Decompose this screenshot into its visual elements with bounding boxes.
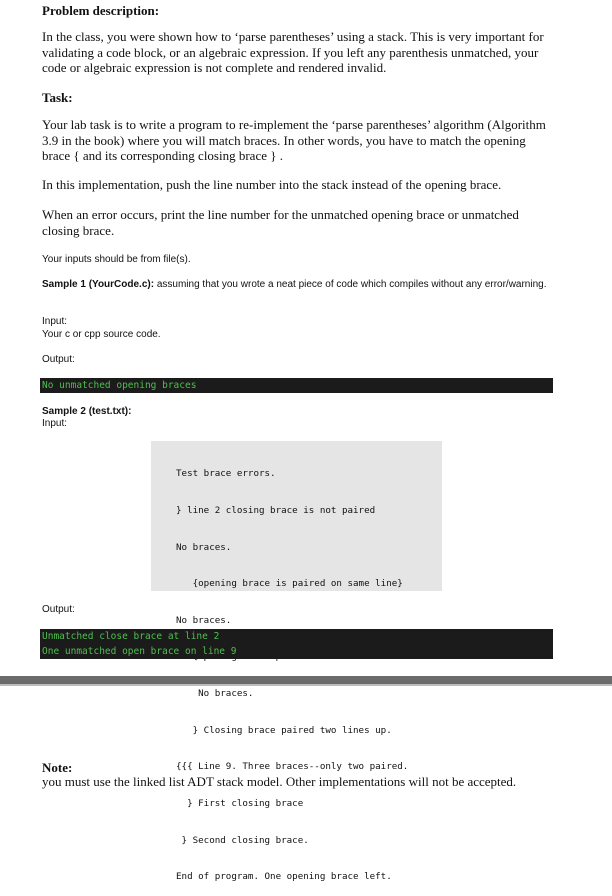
sample1-label: Sample 1 (YourCode.c): xyxy=(42,279,155,290)
sample1-input-label: Input: xyxy=(42,316,68,327)
code-line: No braces. xyxy=(176,688,254,700)
code-line: } Second closing brace. xyxy=(176,834,309,846)
sample1-output-terminal xyxy=(40,378,553,393)
task-heading: Task: xyxy=(42,90,73,105)
code-line: {{{ Line 9. Three braces--only two paired. xyxy=(176,761,409,773)
page-divider xyxy=(0,676,612,684)
terminal-line: No unmatched opening braces xyxy=(42,380,197,391)
task-paragraph-2: In this implementation, push the line number into the stack instead of the opening brace. xyxy=(42,177,502,192)
code-line: } First closing brace xyxy=(176,797,304,809)
sample2-output-terminal xyxy=(40,629,553,659)
sample1-description xyxy=(42,279,554,292)
code-line: } line 2 closing brace is not paired xyxy=(176,505,376,517)
sample2-output-label: Output: xyxy=(42,604,75,615)
inputs-note: Your inputs should be from file(s). xyxy=(42,254,191,265)
sample2-input-label: Input: xyxy=(42,418,68,429)
page-divider-shadow xyxy=(0,684,612,686)
code-line: End of program. One opening brace left. xyxy=(176,871,392,883)
sample2-label-text: Sample 2 (test.txt): xyxy=(42,406,132,417)
problem-heading: Problem description: xyxy=(42,3,160,18)
terminal-line: Unmatched close brace at line 2 xyxy=(42,631,220,642)
code-line: Test brace errors. xyxy=(176,468,276,480)
problem-body: In the class, you were shown how to ‘parse parentheses’ using a stack. This is very important for validating a code block, or an algebraic expression. If you left any parenthesis unmatched, your code or algebraic expression is not complete and rendered invalid. xyxy=(42,29,544,75)
sample1-input-text: Your c or cpp source code. xyxy=(42,329,161,340)
note-heading: Note: xyxy=(42,760,73,775)
sample1-output-label: Output: xyxy=(42,354,75,365)
sample1-desc: assuming that you wrote a neat piece of code which compiles without any error/warning. xyxy=(154,279,547,290)
code-line: No braces. xyxy=(176,614,232,626)
terminal-line: One unmatched open brace on line 9 xyxy=(42,646,237,657)
task-paragraph-3: When an error occurs, print the line number for the unmatched opening brace or unmatched closing brace. xyxy=(42,207,519,238)
task-paragraph-1: Your lab task is to write a program to re-implement the ‘parse parentheses’ algorithm (Algorithm 3.9 in the book) where you will match braces. In other words, you have to match the opening brace { and its corresponding closing brace } . xyxy=(42,117,546,163)
code-line: No braces. xyxy=(176,541,232,553)
sample2-label xyxy=(42,406,554,419)
code-line: {opening brace is paired on same line} xyxy=(176,578,403,590)
code-line: } Closing brace paired two lines up. xyxy=(176,724,392,736)
note-text: you must use the linked list ADT stack model. Other implementations will not be accepted. xyxy=(42,774,517,789)
